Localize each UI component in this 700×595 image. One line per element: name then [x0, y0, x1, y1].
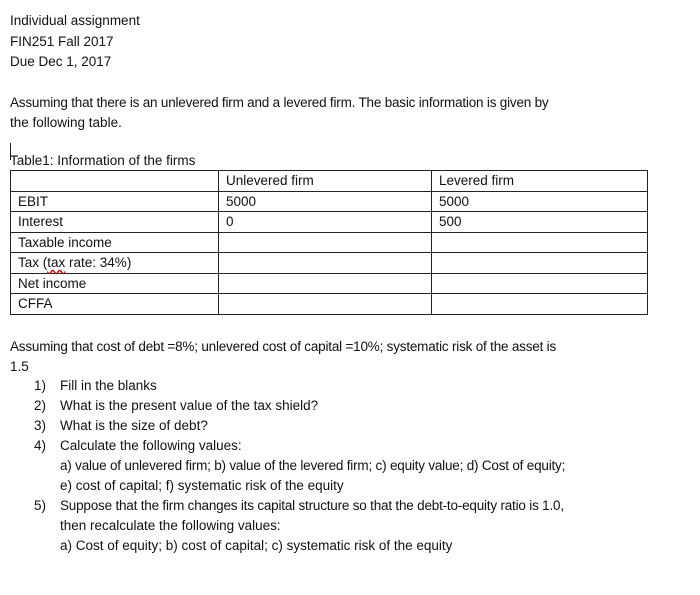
unlevered-cell: 5000: [219, 191, 432, 212]
levered-cell: 500: [432, 212, 648, 233]
question-text: then recalculate the following values:: [60, 518, 281, 533]
unlevered-cell: [219, 294, 432, 315]
list-item: [22, 496, 682, 556]
table-header-cell: [11, 171, 219, 192]
intro-line-1: Assuming that there is an unlevered firm and a levered firm. The basic information is given by: [10, 95, 549, 110]
question-text: Calculate the following values:: [60, 438, 242, 453]
table-row: [11, 253, 648, 274]
list-item: [22, 376, 682, 396]
question-text: a) Cost of equity; b) cost of capital; c) systematic risk of the equity: [60, 538, 453, 553]
table-header-cell: Levered firm: [432, 171, 648, 192]
unlevered-cell: 0: [219, 212, 432, 233]
levered-cell: [432, 294, 648, 315]
table-row: [11, 191, 648, 212]
question-number: 1): [34, 378, 47, 393]
list-item: [22, 436, 682, 496]
question-number: 2): [34, 398, 47, 413]
unlevered-cell: [219, 253, 432, 274]
row-label: Interest: [11, 212, 219, 233]
question-text: Suppose that the firm changes its capital structure so that the debt-to-equity ratio is 1.0,: [60, 498, 564, 513]
firm-info-table: [10, 170, 648, 315]
question-text: Fill in the blanks: [60, 378, 157, 393]
question-text: What is the size of debt?: [60, 418, 208, 433]
table-row: [11, 294, 648, 315]
unlevered-cell: [219, 273, 432, 294]
row-label: Taxable income: [11, 232, 219, 253]
list-item: [22, 396, 682, 416]
table-caption: Table1: Information of the firms: [10, 153, 196, 168]
levered-cell: 5000: [432, 191, 648, 212]
header-line-3: Due Dec 1, 2017: [10, 54, 112, 69]
table-header-row: [11, 171, 648, 192]
question-list: [22, 376, 682, 556]
header-line-2: FIN251 Fall 2017: [10, 34, 114, 49]
question-text: e) cost of capital; f) systematic risk of the equity: [60, 478, 344, 493]
row-label: EBIT: [11, 191, 219, 212]
unlevered-cell: [219, 232, 432, 253]
row-label-suffix: rate: 34%): [65, 255, 132, 271]
levered-cell: [432, 253, 648, 274]
question-number: 3): [34, 418, 47, 433]
table-header-cell: Unlevered firm: [219, 171, 432, 192]
question-number: 5): [34, 498, 47, 513]
row-label: [11, 253, 219, 274]
assumption-line-1: Assuming that cost of debt =8%; unlevered cost of capital =10%; systematic risk of the asset is: [10, 339, 557, 354]
list-item: [22, 416, 682, 436]
row-label: Net income: [11, 273, 219, 294]
question-number: 4): [34, 438, 47, 453]
table-row: [11, 212, 648, 233]
spellcheck-word: tax: [47, 255, 66, 271]
intro-line-2: the following table.: [10, 115, 122, 130]
header-line-1: Individual assignment: [10, 13, 140, 28]
assumption-line-2: 1.5: [10, 359, 29, 374]
row-label: CFFA: [11, 294, 219, 315]
table-row: [11, 273, 648, 294]
table-row: [11, 232, 648, 253]
question-text: What is the present value of the tax shield?: [60, 398, 319, 413]
levered-cell: [432, 273, 648, 294]
question-text: a) value of unlevered firm; b) value of the levered firm; c) equity value; d) Cost of equity;: [60, 458, 566, 473]
row-label-prefix: Tax (: [18, 255, 48, 271]
levered-cell: [432, 232, 648, 253]
